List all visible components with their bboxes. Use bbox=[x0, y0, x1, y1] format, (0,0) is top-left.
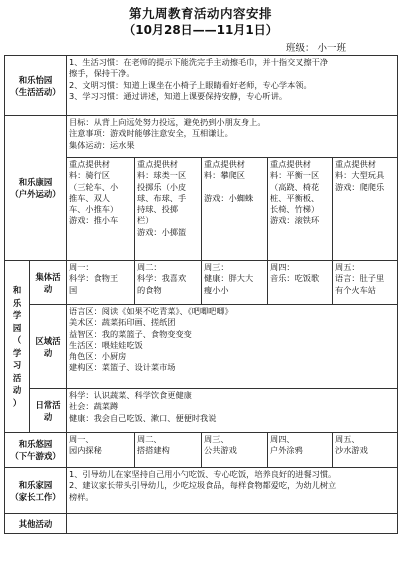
outdoor-zone bbox=[333, 158, 398, 261]
label-sub: （家长工作） bbox=[10, 491, 61, 502]
row-life-activity bbox=[5, 56, 398, 116]
area-activity-content bbox=[67, 305, 398, 389]
sport-text: 集体运动：运水果 bbox=[69, 139, 135, 150]
group-day bbox=[135, 261, 202, 305]
day-line: 周一、 bbox=[69, 434, 94, 444]
label-char: ） bbox=[12, 397, 22, 408]
row-label-other: 其他活动 bbox=[5, 514, 67, 534]
list-item: 角色区：小厨房 bbox=[69, 351, 127, 362]
zone-line: 重点提供材 bbox=[335, 159, 376, 169]
day-line: 周四、 bbox=[270, 434, 295, 444]
zone-line: 料：球类一区 bbox=[137, 170, 187, 181]
day-line: 健康：胖大大 bbox=[204, 273, 254, 284]
row-label-study bbox=[5, 261, 30, 433]
afternoon-day bbox=[202, 433, 268, 468]
day-line: 瘦小小 bbox=[204, 284, 229, 295]
list-item: 科学：认识蔬菜、科学饮食更健康 bbox=[69, 390, 192, 400]
day-line: 周五： bbox=[335, 262, 360, 272]
zone-line: 桩、平衡板、 bbox=[270, 192, 320, 203]
label-sub: （生活活动） bbox=[10, 86, 61, 97]
row-daily-activity bbox=[5, 389, 398, 433]
row-group-activity bbox=[5, 261, 398, 305]
afternoon-day bbox=[67, 433, 135, 468]
day-line: 周一： bbox=[69, 262, 94, 272]
zone-line: 车、小推车） bbox=[69, 204, 119, 215]
zone-line: 重点提供材 bbox=[69, 159, 110, 169]
list-item: 2、文明习惯：知道上课坐在小椅子上眼睛看好老师，专心学本领。 bbox=[69, 79, 312, 90]
parent-work-content bbox=[67, 468, 398, 514]
outdoor-zone bbox=[268, 158, 333, 261]
life-activity-content bbox=[67, 56, 398, 116]
label-char: 活 bbox=[12, 372, 22, 383]
row-label-life bbox=[5, 56, 67, 116]
zone-line: 游戏：小蜘蛛 bbox=[204, 192, 254, 203]
row-label-parent bbox=[5, 468, 67, 514]
group-day bbox=[333, 261, 398, 305]
outdoor-zone bbox=[67, 158, 135, 261]
label-main: 和乐悠园 bbox=[18, 439, 53, 449]
afternoon-day bbox=[268, 433, 333, 468]
day-line: 科学：食物王 bbox=[69, 273, 119, 284]
zone-line: 游戏：爬爬乐 bbox=[335, 181, 385, 192]
day-line: 沙水游戏 bbox=[335, 445, 368, 456]
goal-text: 目标：从背上向远处努力投远，避免扔到小朋友身上。 bbox=[69, 117, 266, 127]
other-activity-content bbox=[67, 514, 398, 534]
label-main: 和乐康园 bbox=[18, 177, 53, 187]
day-line: 周三： bbox=[204, 262, 229, 272]
outdoor-goals bbox=[67, 116, 398, 158]
zone-line: 重点提供材 bbox=[137, 159, 178, 169]
zone-line: （高跷、椅花 bbox=[270, 181, 320, 192]
label-char: 动 bbox=[12, 385, 22, 395]
label-main: 和乐怡园 bbox=[18, 74, 53, 85]
list-item: 3、学习习惯：通过讲述，知道上课要保持安静，专心听讲。 bbox=[69, 90, 288, 101]
day-line: 周二、 bbox=[137, 434, 162, 444]
label-main: 和乐家园 bbox=[18, 479, 53, 490]
list-item: 生活区：喂娃娃吃饭 bbox=[69, 339, 143, 350]
daily-activity-content bbox=[67, 389, 398, 433]
zone-line: 游戏：滚铁环 bbox=[270, 215, 320, 226]
label-char: 园 bbox=[12, 322, 22, 333]
zone-line: 料：大型玩具 bbox=[335, 170, 385, 181]
label-char: 学 bbox=[12, 347, 22, 358]
afternoon-day bbox=[135, 433, 202, 468]
day-line: 户外涂鸦 bbox=[270, 445, 303, 456]
label-char: 乐 bbox=[12, 297, 22, 308]
list-item: 社会：蔬菜蹲 bbox=[69, 401, 119, 412]
label-char: （ bbox=[12, 335, 22, 345]
group-day bbox=[268, 261, 333, 305]
zone-line: 球、布球、手 bbox=[137, 192, 187, 203]
label-char: 习 bbox=[12, 360, 22, 370]
zone-line: 重点提供材 bbox=[270, 159, 311, 169]
zone-line: 料：骑行区 bbox=[69, 170, 110, 181]
group-day bbox=[202, 261, 268, 305]
zone-line: （三轮车、小 bbox=[69, 181, 119, 192]
zone-line: 料：攀爬区 bbox=[204, 170, 245, 181]
label-char: 学 bbox=[12, 310, 22, 320]
list-item: 榜样。 bbox=[69, 491, 94, 502]
row-area-activity bbox=[5, 305, 398, 389]
group-day bbox=[67, 261, 135, 305]
zone-line: 重点提供材 bbox=[204, 159, 245, 169]
list-item: 语言区：阅读《如果不吃青菜》、《吧唧吧唧》 bbox=[69, 306, 233, 316]
row-parent-work bbox=[5, 468, 398, 514]
day-line: 搭搭建构 bbox=[137, 445, 170, 456]
label-daily-activity: 日常活动 bbox=[30, 389, 67, 433]
day-line: 周五、 bbox=[335, 434, 360, 444]
note-text: 注意事项：游戏时能够注意安全，互相谦让。 bbox=[69, 128, 233, 139]
list-item: 2、建议家长带头引导幼儿，少吃垃圾食品，每样食物都爱吃，为幼儿树立 bbox=[69, 480, 337, 491]
label-area-activity: 区域活动 bbox=[30, 305, 67, 389]
label-sub: （下午游戏） bbox=[10, 451, 61, 461]
day-line: 公共游戏 bbox=[204, 445, 237, 456]
list-item: 擦手，保持干净。 bbox=[69, 68, 135, 79]
zone-spacer bbox=[204, 182, 265, 193]
zone-line: 游戏：小掷篮 bbox=[137, 226, 187, 237]
day-line: 周四： bbox=[270, 262, 295, 272]
zone-line: 持球、投掷 bbox=[137, 204, 178, 215]
day-line: 周二： bbox=[137, 262, 162, 272]
row-outdoor-goals bbox=[5, 116, 398, 158]
zone-line: 长椅、竹梯） bbox=[270, 204, 320, 215]
zone-line: 投掷乐（小皮 bbox=[137, 181, 187, 192]
day-line: 园内探秘 bbox=[69, 445, 102, 456]
outdoor-zone bbox=[135, 158, 202, 261]
list-item: 美术区：蔬菜拓印画、搓纸团 bbox=[69, 317, 176, 328]
label-char: 和 bbox=[12, 285, 22, 295]
day-line: 科学：我喜欢 bbox=[137, 273, 187, 284]
row-afternoon-games bbox=[5, 433, 398, 468]
row-label-afternoon bbox=[5, 433, 67, 468]
zone-line: 栏） bbox=[137, 215, 154, 226]
afternoon-day bbox=[333, 433, 398, 468]
row-label-outdoor bbox=[5, 116, 67, 261]
zone-line: 游戏：推小车 bbox=[69, 215, 119, 226]
schedule-table bbox=[4, 55, 398, 534]
zone-line: 料：平衡一区 bbox=[270, 170, 320, 181]
list-item: 1、引导幼儿在家坚持自己用小勺吃饭、专心吃饭，培养良好的进餐习惯。 bbox=[69, 469, 337, 479]
outdoor-zone bbox=[202, 158, 268, 261]
row-other-activity bbox=[5, 514, 398, 534]
list-item: 健康：我会自己吃饭、漱口、便便时我说 bbox=[69, 412, 217, 423]
date-range: （10月28日——11月1日） bbox=[123, 23, 278, 37]
day-line: 音乐：吃饭歌 bbox=[270, 273, 320, 284]
class-label: 班级： 小一班 bbox=[286, 43, 347, 54]
day-line: 国 bbox=[69, 284, 78, 295]
zone-line: 推车、双人 bbox=[69, 192, 110, 203]
day-line: 有个火车站 bbox=[335, 284, 376, 295]
list-item: 建构区：菜篮子、设计菜市场 bbox=[69, 362, 176, 373]
label-sub: （户外运动） bbox=[10, 189, 61, 199]
page-title: 第九周教育活动内容安排 bbox=[128, 6, 272, 21]
label-group-activity: 集体活动 bbox=[30, 261, 67, 305]
day-line: 周三、 bbox=[204, 434, 229, 444]
list-item: 益智区：我的菜篮子、食物变变变 bbox=[69, 328, 192, 339]
list-item: 1、生活习惯：在老师的提示下能洗完手主动擦毛巾，并十指交叉擦干净 bbox=[69, 57, 329, 67]
day-line: 语言：肚子里 bbox=[335, 273, 385, 284]
day-line: 的食物 bbox=[137, 284, 162, 295]
